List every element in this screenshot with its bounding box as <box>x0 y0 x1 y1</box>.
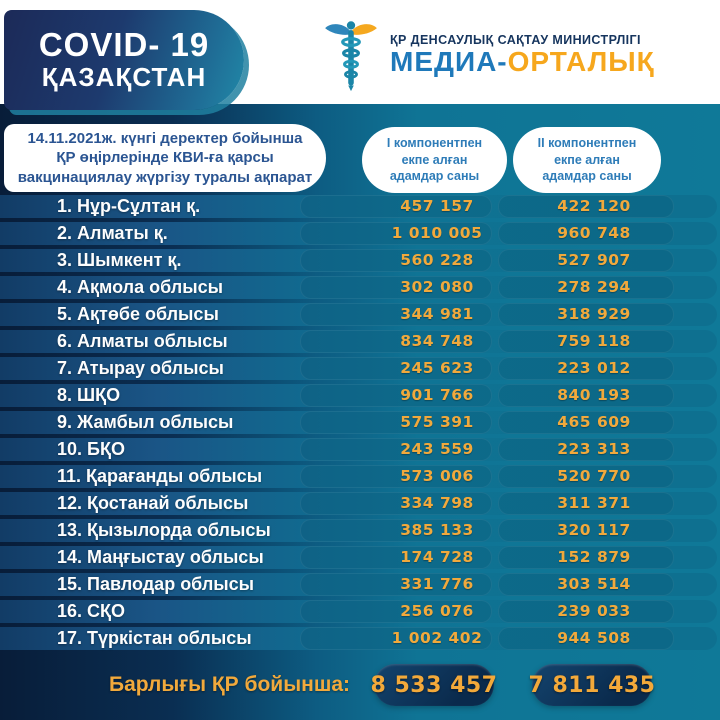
dose2-value: 944 508 <box>557 629 631 647</box>
table-row <box>0 627 717 650</box>
region-label: 7. Атырау облысы <box>57 358 224 378</box>
dose1-value: 174 728 <box>400 548 474 566</box>
table-row <box>0 357 717 380</box>
table-row <box>0 519 717 542</box>
total-dose2-pill <box>528 664 656 706</box>
dose1-value: 256 076 <box>400 602 474 620</box>
logo-text <box>390 33 655 76</box>
dose1-value: 573 006 <box>400 467 474 485</box>
region-label: 16. СҚО <box>57 601 126 621</box>
region-label: 17. Түркістан облысы <box>57 628 252 648</box>
column-header-line: ІІ компонентпен <box>537 136 637 151</box>
dose1-value: 560 228 <box>400 251 474 269</box>
table-row <box>0 249 717 272</box>
dose1-value: 834 748 <box>400 332 474 350</box>
dose1-value: 1 010 005 <box>391 224 483 242</box>
region-table <box>0 195 717 654</box>
table-row <box>0 546 717 569</box>
badge-title: COVID- 19 <box>38 26 210 64</box>
total-dose1-pill <box>370 664 498 706</box>
region-label: 5. Ақтөбе облысы <box>57 304 219 324</box>
region-label: 2. Алматы қ. <box>57 223 168 243</box>
dose2-value: 527 907 <box>557 251 631 269</box>
dose1-value: 245 623 <box>400 359 474 377</box>
dose1-value: 344 981 <box>400 305 474 323</box>
region-label: 14. Маңғыстау облысы <box>57 547 264 567</box>
total-dose1-value: 8 533 457 <box>370 672 498 698</box>
caduceus-icon <box>322 18 380 92</box>
dose2-value: 303 514 <box>557 575 631 593</box>
dose1-value: 243 559 <box>400 440 474 458</box>
badge-subtitle: ҚАЗАҚСТАН <box>41 62 207 93</box>
dose2-value: 223 313 <box>557 440 631 458</box>
table-row <box>0 573 717 596</box>
dose1-value: 331 776 <box>400 575 474 593</box>
table-row <box>0 195 717 218</box>
dose1-value: 457 157 <box>400 197 474 215</box>
region-label: 3. Шымкент қ. <box>57 250 182 270</box>
ministry-name: ҚР ДЕНСАУЛЫҚ САҚТАУ МИНИСТРЛІГІ <box>390 33 641 48</box>
region-label: 8. ШҚО <box>57 385 121 405</box>
table-row <box>0 600 717 623</box>
region-label: 1. Нұр-Сұлтан қ. <box>57 196 201 216</box>
ortalyk-word: ОРТАЛЫҚ <box>507 46 655 78</box>
dose2-value: 318 929 <box>557 305 631 323</box>
covid19-badge <box>4 10 244 110</box>
info-line: вакцинациялау жүргізу туралы ақпарат <box>17 168 313 186</box>
region-label: 11. Қарағанды облысы <box>57 466 263 486</box>
dose1-value: 1 002 402 <box>391 629 483 647</box>
dose2-value: 520 770 <box>557 467 631 485</box>
info-line: ҚР өңірлерінде КВИ-ға қарсы <box>56 149 274 167</box>
header-bar <box>0 0 720 104</box>
dose2-value: 422 120 <box>557 197 631 215</box>
dose2-value: 960 748 <box>557 224 631 242</box>
region-label: 9. Жамбыл облысы <box>57 412 234 432</box>
media-center-title <box>390 47 655 76</box>
region-label: 10. БҚО <box>57 439 125 459</box>
table-row <box>0 384 717 407</box>
region-label: 4. Ақмола облысы <box>57 277 223 297</box>
column-header-line: екпе алған <box>401 152 468 167</box>
region-label: 15. Павлодар облысы <box>57 574 255 594</box>
dose2-value: 840 193 <box>557 386 631 404</box>
dose2-value: 759 118 <box>557 332 631 350</box>
dose2-value: 465 609 <box>557 413 631 431</box>
report-info-box <box>4 124 326 192</box>
table-row <box>0 330 717 353</box>
dose1-value: 575 391 <box>400 413 474 431</box>
column-header-line: адамдар саны <box>542 169 632 184</box>
table-row <box>0 492 717 515</box>
dose1-value: 385 133 <box>400 521 474 539</box>
table-row <box>0 465 717 488</box>
dose2-value: 320 117 <box>557 521 631 539</box>
dose1-value: 334 798 <box>400 494 474 512</box>
media-center-logo <box>322 18 655 92</box>
column-header-dose2 <box>513 127 661 193</box>
dose2-value: 152 879 <box>557 548 631 566</box>
column-header-line: екпе алған <box>554 152 620 167</box>
total-label: Барлығы ҚР бойынша: <box>108 673 350 696</box>
table-row <box>0 438 717 461</box>
dose2-value: 278 294 <box>557 278 631 296</box>
table-row <box>0 276 717 299</box>
dose1-value: 302 080 <box>400 278 474 296</box>
region-label: 12. Қостанай облысы <box>57 493 249 513</box>
column-header-line: І компонентпен <box>386 136 483 151</box>
region-label: 13. Қызылорда облысы <box>57 520 271 540</box>
dose2-value: 239 033 <box>557 602 631 620</box>
info-line: 14.11.2021ж. күнгі деректер бойынша <box>27 129 303 147</box>
region-label: 6. Алматы облысы <box>57 331 228 351</box>
dose1-value: 901 766 <box>400 386 474 404</box>
table-row <box>0 411 717 434</box>
dose2-value: 223 012 <box>557 359 631 377</box>
column-header-dose1 <box>362 127 507 193</box>
total-dose2-value: 7 811 435 <box>528 672 656 698</box>
table-row <box>0 303 717 326</box>
table-row <box>0 222 717 245</box>
dose2-value: 311 371 <box>557 494 631 512</box>
media-word: МЕДИА- <box>390 46 508 78</box>
column-header-line: адамдар саны <box>389 169 480 184</box>
